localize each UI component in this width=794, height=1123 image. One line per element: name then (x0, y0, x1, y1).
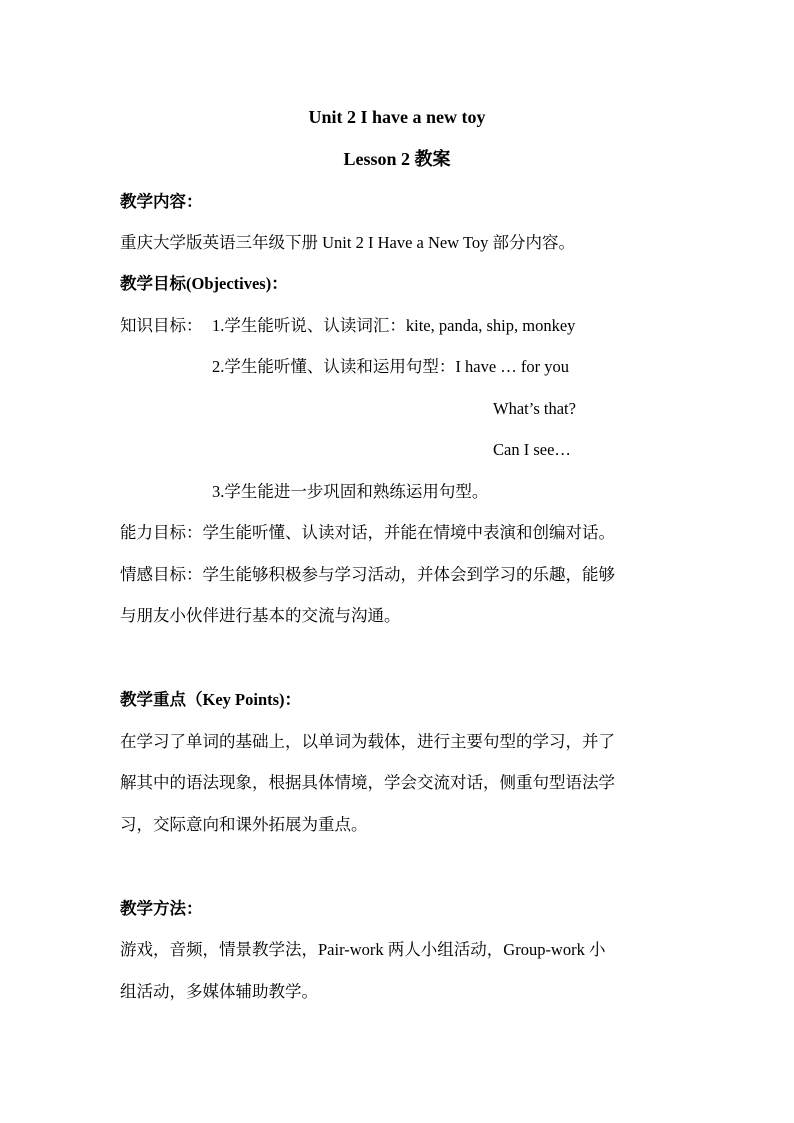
key-points-line-1: 在学习了单词的基础上，以单词为载体，进行主要句型的学习，并了 (120, 732, 615, 751)
emotion-objective-line-2: 与朋友小伙伴进行基本的交流与沟通。 (120, 606, 401, 625)
content-heading: 教学内容： (120, 192, 203, 211)
sentence-pattern-2: What’s that? (493, 399, 576, 418)
ability-objective: 能力目标：学生能听懂、认读对话，并能在情境中表演和创编对话。 (120, 523, 615, 542)
methods-line-2: 组活动，多媒体辅助教学。 (120, 982, 318, 1001)
emotion-objective-line-1: 情感目标：学生能够积极参与学习活动，并体会到学习的乐趣，能够 (120, 565, 615, 584)
methods-line-1: 游戏，音频，情景教学法，Pair-work 两人小组活动，Group-work 小 (120, 940, 606, 959)
knowledge-item-1: 1.学生能听说、认读词汇：kite, panda, ship, monkey (212, 316, 576, 335)
knowledge-item-2: 2.学生能听懂、认读和运用句型：I have … for you (212, 357, 570, 376)
key-points-line-3: 习，交际意向和课外拓展为重点。 (120, 815, 368, 834)
knowledge-item-3: 3.学生能进一步巩固和熟练运用句型。 (212, 482, 489, 501)
document-title: Unit 2 I have a new toy (308, 107, 486, 127)
sentence-pattern-3: Can I see… (493, 440, 571, 459)
methods-heading: 教学方法： (120, 899, 203, 918)
key-points-heading: 教学重点（Key Points)： (120, 690, 302, 709)
document-subtitle: Lesson 2 教案 (343, 149, 451, 169)
key-points-line-2: 解其中的语法现象，根据具体情境，学会交流对话，侧重句型语法学 (120, 773, 615, 792)
objectives-heading: 教学目标(Objectives)： (120, 274, 288, 293)
content-text: 重庆大学版英语三年级下册 Unit 2 I Have a New Toy 部分内容。 (120, 233, 575, 252)
knowledge-label: 知识目标： (120, 316, 203, 335)
